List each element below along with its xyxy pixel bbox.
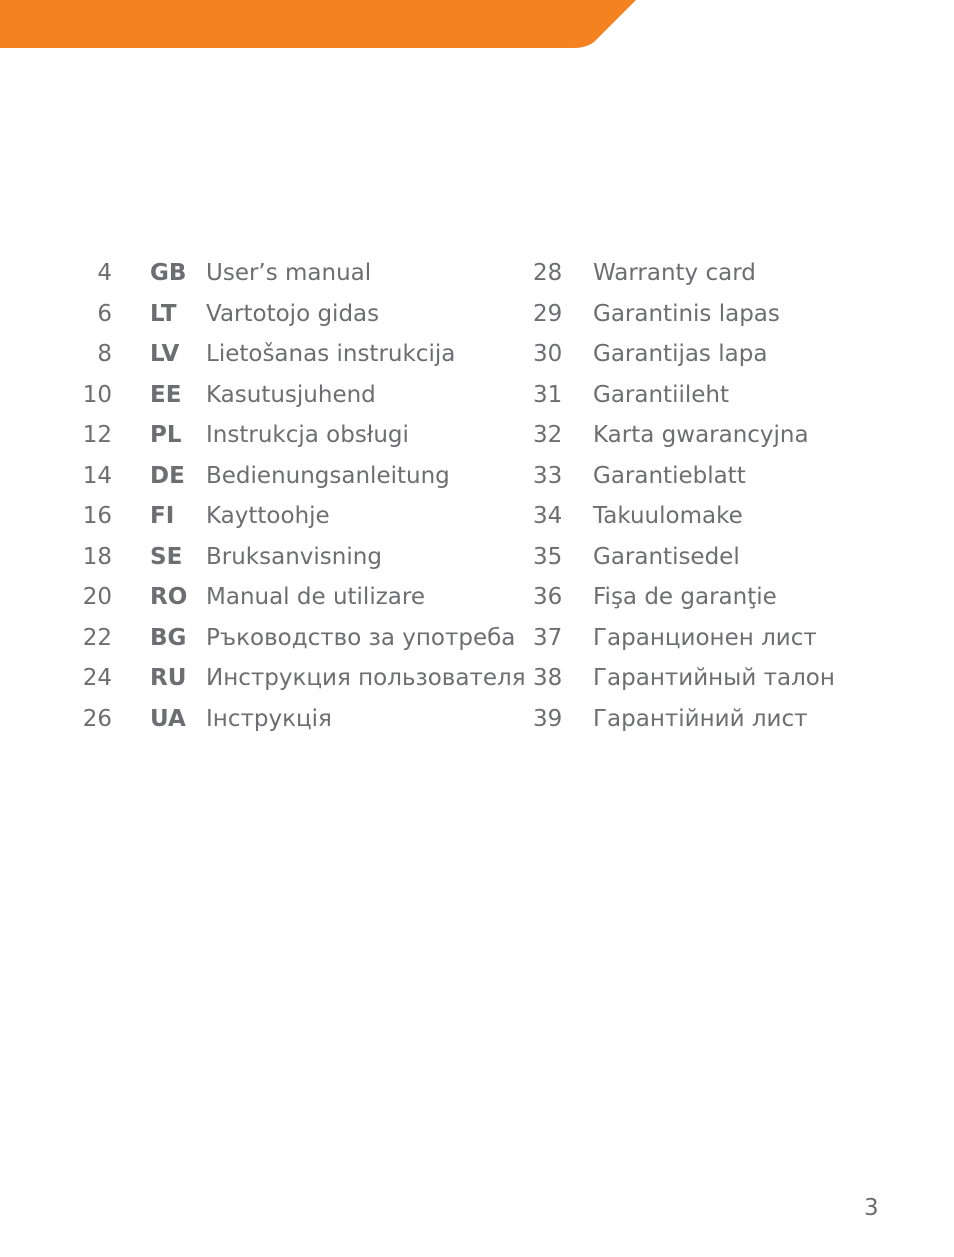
language-code: SE (150, 543, 183, 570)
toc-page-number: 14 (82, 462, 112, 489)
toc-row[interactable] (0, 375, 520, 416)
toc-page-number: 28 (533, 260, 563, 286)
toc-entry-title: Инструкция пользователя (206, 665, 526, 691)
toc-entry-title: Kayttoohje (206, 503, 330, 529)
language-code: LT (150, 300, 177, 327)
toc-row[interactable] (520, 537, 940, 578)
toc-row[interactable] (520, 658, 940, 699)
toc-entry-title: Bruksanvisning (206, 543, 382, 570)
toc-entry-title: User’s manual (206, 260, 372, 286)
toc-row[interactable] (520, 577, 940, 618)
toc-entry-title: Kasutusjuhend (206, 381, 376, 408)
toc-entry-title: Manual de utilizare (206, 584, 425, 610)
toc-page-number: 22 (82, 624, 112, 651)
toc-entry-title: Bedienungsanleitung (206, 462, 450, 489)
language-code: PL (150, 422, 182, 448)
toc-entry-title: Garantiileht (593, 381, 729, 408)
page-number: 3 (864, 1195, 879, 1221)
toc-row[interactable] (0, 537, 520, 578)
toc-row[interactable] (0, 577, 520, 618)
toc-entry-title: Інструкція (206, 705, 332, 732)
toc-row[interactable] (0, 334, 520, 375)
toc-page-number: 37 (533, 624, 563, 651)
language-code: RO (150, 584, 188, 610)
toc-row[interactable] (0, 618, 520, 659)
language-code: UA (150, 705, 186, 732)
toc-row[interactable] (520, 618, 940, 659)
toc-page-number: 10 (82, 381, 112, 408)
toc-page-number: 32 (533, 422, 563, 448)
toc-entry-title: Fişa de garanţie (593, 584, 777, 610)
toc-page-number: 30 (533, 341, 563, 367)
toc-page-number: 26 (82, 705, 112, 732)
toc-entry-title: Vartotojo gidas (206, 300, 380, 327)
toc-row[interactable] (0, 496, 520, 537)
toc-row[interactable] (520, 496, 940, 537)
toc-page-number: 16 (82, 503, 112, 529)
warranty-column (520, 253, 940, 739)
toc-page-number: 34 (533, 503, 563, 529)
toc-page-number: 4 (97, 260, 112, 286)
toc-entry-title: Garantisedel (593, 543, 740, 570)
toc-entry-title: Lietošanas instrukcija (206, 341, 456, 367)
toc-page-number: 24 (82, 665, 112, 691)
language-code: LV (150, 341, 180, 367)
toc-entry-title: Ръководство за употреба (206, 624, 516, 651)
language-code: FI (150, 503, 175, 529)
language-code: DE (150, 462, 185, 489)
toc-row[interactable] (0, 294, 520, 335)
language-code: RU (150, 665, 187, 691)
toc-page-number: 31 (533, 381, 563, 408)
toc-entry-title: Garantijas lapa (593, 341, 768, 367)
toc-row[interactable] (0, 415, 520, 456)
toc-entry-title: Garantieblatt (593, 462, 746, 489)
language-code: GB (150, 260, 187, 286)
toc-page-number: 35 (533, 543, 563, 570)
toc-row[interactable] (520, 253, 940, 294)
toc-page-number: 29 (533, 300, 563, 327)
toc-entry-title: Garantinis lapas (593, 300, 780, 327)
manuals-column (0, 253, 526, 739)
toc-page-number: 12 (82, 422, 112, 448)
toc-row[interactable] (520, 456, 940, 497)
toc-entry-title: Гарантийный талон (593, 665, 835, 691)
toc-page-number: 6 (97, 300, 112, 327)
toc-entry-title: Instrukcja obsługi (206, 422, 409, 448)
toc-page-number: 33 (533, 462, 563, 489)
toc-row[interactable] (520, 294, 940, 335)
language-code: BG (150, 624, 187, 651)
toc-entry-title: Гаранционен лист (593, 624, 817, 651)
toc-entry-title: Гарантійний лист (593, 705, 808, 732)
toc-row[interactable] (0, 699, 520, 740)
toc-row[interactable] (520, 334, 940, 375)
toc-page-number: 18 (82, 543, 112, 570)
toc-page-number: 8 (97, 341, 112, 367)
toc-page-number: 36 (533, 584, 563, 610)
toc-row[interactable] (0, 456, 520, 497)
toc-page-number: 38 (533, 665, 563, 691)
toc-entry-title: Karta gwarancyjna (593, 422, 809, 448)
toc-row[interactable] (0, 253, 520, 294)
orange-header-banner (0, 0, 954, 50)
toc-entry-title: Warranty card (593, 260, 756, 286)
toc-row[interactable] (520, 375, 940, 416)
toc-row[interactable] (520, 415, 940, 456)
toc-row[interactable] (520, 699, 940, 740)
toc-page-number: 20 (82, 584, 112, 610)
language-code: EE (150, 381, 182, 408)
toc-row[interactable] (0, 658, 526, 699)
toc-entry-title: Takuulomake (593, 503, 743, 529)
toc-page-number: 39 (533, 705, 563, 732)
